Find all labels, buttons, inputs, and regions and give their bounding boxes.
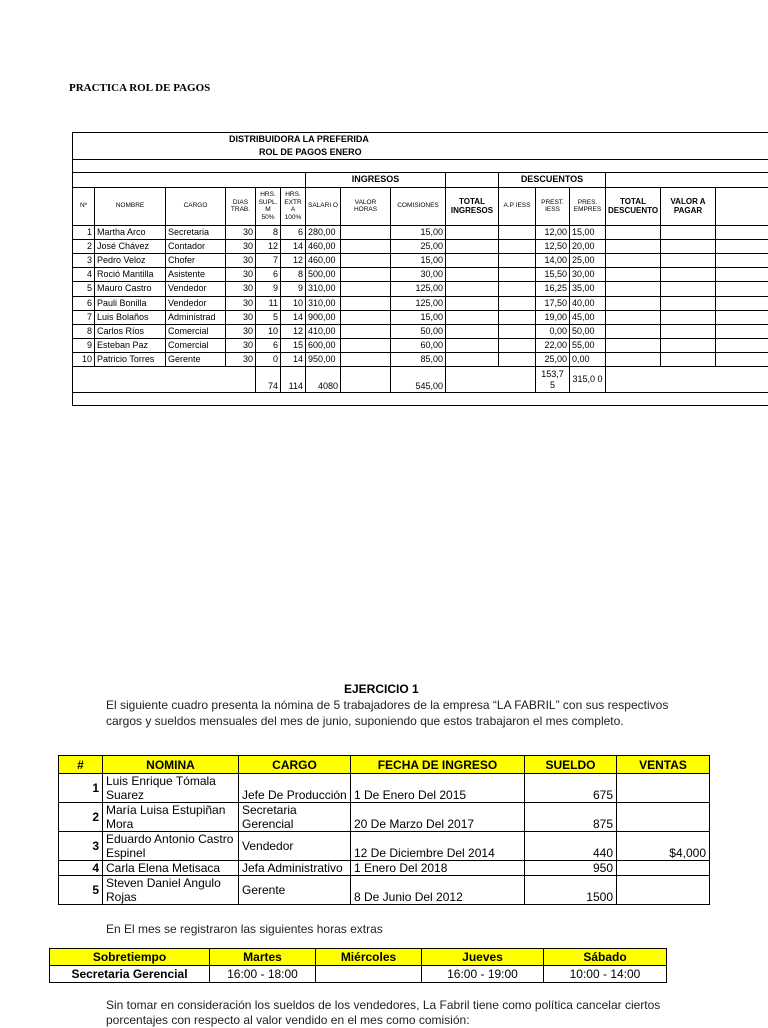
- payroll-row: [73, 339, 768, 353]
- row-spacer: [716, 282, 768, 296]
- row-salario: 460,00: [306, 239, 341, 253]
- overtime-jueves: 16:00 - 19:00: [422, 966, 544, 983]
- payroll-row: [73, 253, 768, 267]
- row-total-descuento: [606, 296, 661, 310]
- row-total-ingresos: [446, 296, 499, 310]
- row-valor-horas: [341, 225, 391, 239]
- row-ap-iess: [499, 296, 536, 310]
- emp-fecha: 1 Enero Del 2018: [351, 861, 525, 876]
- row-nombre: Martha Arco: [95, 225, 166, 239]
- row-comision: 125,00: [391, 282, 446, 296]
- row-comision: 30,00: [391, 268, 446, 282]
- payroll-row: [73, 268, 768, 282]
- emp-sueldo: 675: [525, 774, 617, 803]
- row-dias: 30: [226, 296, 256, 310]
- emp-sueldo: 440: [525, 832, 617, 861]
- row-hrs-extra: 10: [281, 296, 306, 310]
- row-valor-pagar: [661, 296, 716, 310]
- row-spacer: [716, 324, 768, 338]
- emp-nombre: María Luisa Estupiñan Mora: [103, 803, 239, 832]
- row-dias: 30: [226, 353, 256, 367]
- row-total-ingresos: [446, 239, 499, 253]
- row-hrs-supl: 0: [256, 353, 281, 367]
- emp-cargo: Jefa Administrativo: [239, 861, 351, 876]
- emp-header-sueldo: SUELDO: [525, 756, 617, 774]
- emp-ventas: [617, 803, 710, 832]
- commission-note: Sin tomar en consideración los sueldos de los vendedores, La Fabril tiene como política cancelar ciertos porcentajes con respecto al valor vendido en el mes como comisión:: [106, 998, 716, 1028]
- row-valor-horas: [341, 310, 391, 324]
- emp-fecha: 12 De Diciembre Del 2014: [351, 832, 525, 861]
- row-prest-iess: 12,50: [536, 239, 570, 253]
- row-valor-horas: [341, 324, 391, 338]
- row-total-descuento: [606, 239, 661, 253]
- row-valor-pagar: [661, 339, 716, 353]
- employee-table: [58, 755, 710, 905]
- row-num: 4: [73, 268, 95, 282]
- row-hrs-extra: 14: [281, 310, 306, 324]
- row-hrs-supl: 12: [256, 239, 281, 253]
- row-nombre: Pedro Veloz: [95, 253, 166, 267]
- col-header-cargo: CARGO: [166, 187, 226, 225]
- row-cargo: Chofer: [166, 253, 226, 267]
- row-valor-pagar: [661, 282, 716, 296]
- row-total-descuento: [606, 253, 661, 267]
- row-valor-horas: [341, 296, 391, 310]
- col-header-ap-iess: A.P IESS: [499, 187, 536, 225]
- row-pres-empres: 20,00: [570, 239, 606, 253]
- emp-num: 1: [59, 774, 103, 803]
- payroll-row: [73, 225, 768, 239]
- emp-num: 5: [59, 876, 103, 905]
- emp-header-cargo: CARGO: [239, 756, 351, 774]
- row-total-ingresos: [446, 353, 499, 367]
- emp-cargo: Jefe De Producción: [239, 774, 351, 803]
- row-cargo: Comercial: [166, 339, 226, 353]
- col-header-valor-horas: VALOR HORAS: [341, 187, 391, 225]
- payroll-row: [73, 324, 768, 338]
- row-valor-pagar: [661, 239, 716, 253]
- col-header-comisiones: COMISIONES: [391, 187, 446, 225]
- emp-nombre: Luis Enrique Tómala Suarez: [103, 774, 239, 803]
- row-salario: 500,00: [306, 268, 341, 282]
- spacer-cell: [606, 173, 768, 187]
- spacer-cell: [73, 367, 256, 393]
- row-comision: 15,00: [391, 253, 446, 267]
- emp-cargo: Secretaria Gerencial: [239, 803, 351, 832]
- spacer-cell: [73, 173, 306, 187]
- row-cargo: Secretaria: [166, 225, 226, 239]
- row-comision: 125,00: [391, 296, 446, 310]
- row-hrs-extra: 9: [281, 282, 306, 296]
- overtime-table: [49, 948, 667, 983]
- row-salario: 310,00: [306, 296, 341, 310]
- overtime-header-miercoles: Miércoles: [316, 949, 422, 966]
- row-total-descuento: [606, 324, 661, 338]
- emp-sueldo: 875: [525, 803, 617, 832]
- row-cargo: Gerente: [166, 353, 226, 367]
- emp-ventas: [617, 774, 710, 803]
- row-nombre: Carlos Ríos: [95, 324, 166, 338]
- row-ap-iess: [499, 353, 536, 367]
- payroll-subtitle: ROL DE PAGOS ENERO: [73, 146, 768, 160]
- row-nombre: Patricio Torres: [95, 353, 166, 367]
- emp-cargo: Gerente: [239, 876, 351, 905]
- overtime-intro: En El mes se registraron las siguientes horas extras: [106, 922, 383, 936]
- row-total-ingresos: [446, 310, 499, 324]
- row-nombre: Pauli Bonilla: [95, 296, 166, 310]
- row-num: 10: [73, 353, 95, 367]
- row-hrs-supl: 11: [256, 296, 281, 310]
- row-hrs-supl: 6: [256, 268, 281, 282]
- row-prest-iess: 12,00: [536, 225, 570, 239]
- row-num: 6: [73, 296, 95, 310]
- row-spacer: [716, 239, 768, 253]
- row-dias: 30: [226, 268, 256, 282]
- blank-row: [73, 393, 768, 406]
- row-prest-iess: 15,50: [536, 268, 570, 282]
- row-comision: 15,00: [391, 310, 446, 324]
- row-valor-pagar: [661, 324, 716, 338]
- emp-cargo: Vendedor: [239, 832, 351, 861]
- overtime-header-sabado: Sábado: [544, 949, 667, 966]
- row-salario: 280,00: [306, 225, 341, 239]
- row-nombre: José Chávez: [95, 239, 166, 253]
- row-pres-empres: 55,00: [570, 339, 606, 353]
- ingresos-group-header: INGRESOS: [306, 173, 446, 187]
- col-header-hrs-supl: HRS. SUPL. M 50%: [256, 187, 281, 225]
- row-ap-iess: [499, 339, 536, 353]
- emp-ventas: $4,000: [617, 832, 710, 861]
- row-total-ingresos: [446, 324, 499, 338]
- row-prest-iess: 22,00: [536, 339, 570, 353]
- total-prest-iess: 153,7 5: [536, 367, 570, 393]
- emp-fecha: 20 De Marzo Del 2017: [351, 803, 525, 832]
- row-ap-iess: [499, 253, 536, 267]
- emp-ventas: [617, 861, 710, 876]
- total-comisiones: 545,00: [391, 367, 446, 393]
- row-pres-empres: 25,00: [570, 253, 606, 267]
- row-total-ingresos: [446, 268, 499, 282]
- row-total-ingresos: [446, 225, 499, 239]
- row-total-descuento: [606, 225, 661, 239]
- row-valor-pagar: [661, 353, 716, 367]
- row-ap-iess: [499, 225, 536, 239]
- emp-nombre: Eduardo Antonio Castro Espinel: [103, 832, 239, 861]
- row-valor-horas: [341, 268, 391, 282]
- row-dias: 30: [226, 239, 256, 253]
- row-total-descuento: [606, 282, 661, 296]
- col-header-nombre: NOMBRE: [95, 187, 166, 225]
- row-spacer: [716, 310, 768, 324]
- row-hrs-supl: 8: [256, 225, 281, 239]
- row-pres-empres: 40,00: [570, 296, 606, 310]
- payroll-row: [73, 310, 768, 324]
- row-dias: 30: [226, 339, 256, 353]
- row-valor-horas: [341, 239, 391, 253]
- row-hrs-extra: 14: [281, 239, 306, 253]
- col-header-total-ingresos: TOTAL INGRESOS: [446, 187, 499, 225]
- col-header-dias: DIAS TRAB.: [226, 187, 256, 225]
- row-valor-pagar: [661, 310, 716, 324]
- row-comision: 25,00: [391, 239, 446, 253]
- row-salario: 410,00: [306, 324, 341, 338]
- total-hrs-extra: 114: [281, 367, 306, 393]
- emp-fecha: 1 De Enero Del 2015: [351, 774, 525, 803]
- total-pres-empres: 315,0 0: [570, 367, 606, 393]
- descuentos-group-header: DESCUENTOS: [499, 173, 606, 187]
- emp-num: 2: [59, 803, 103, 832]
- col-header-hrs-extra: HRS. EXTR A 100%: [281, 187, 306, 225]
- row-cargo: Vendedor: [166, 282, 226, 296]
- row-pres-empres: 30,00: [570, 268, 606, 282]
- emp-ventas: [617, 876, 710, 905]
- row-total-descuento: [606, 268, 661, 282]
- payroll-row: [73, 282, 768, 296]
- overtime-miercoles: [316, 966, 422, 983]
- row-prest-iess: 25,00: [536, 353, 570, 367]
- blank-row: [73, 160, 768, 173]
- row-spacer: [716, 296, 768, 310]
- row-salario: 900,00: [306, 310, 341, 324]
- row-total-descuento: [606, 339, 661, 353]
- spacer-cell: [446, 173, 499, 187]
- total-hrs-supl: 74: [256, 367, 281, 393]
- row-valor-pagar: [661, 268, 716, 282]
- row-salario: 600,00: [306, 339, 341, 353]
- row-pres-empres: 45,00: [570, 310, 606, 324]
- col-header-salario: SALARI O: [306, 187, 341, 225]
- row-spacer: [716, 268, 768, 282]
- spacer-cell: [606, 367, 768, 393]
- row-num: 8: [73, 324, 95, 338]
- row-total-descuento: [606, 353, 661, 367]
- overtime-header-martes: Martes: [210, 949, 316, 966]
- row-valor-horas: [341, 353, 391, 367]
- row-pres-empres: 15,00: [570, 225, 606, 239]
- row-valor-horas: [341, 253, 391, 267]
- exercise-title: EJERCICIO 1: [344, 682, 419, 696]
- col-header-total-descuento: TOTAL DESCUENTO: [606, 187, 661, 225]
- row-cargo: Asistente: [166, 268, 226, 282]
- row-ap-iess: [499, 324, 536, 338]
- row-dias: 30: [226, 225, 256, 239]
- row-num: 7: [73, 310, 95, 324]
- row-ap-iess: [499, 239, 536, 253]
- overtime-martes: 16:00 - 18:00: [210, 966, 316, 983]
- row-total-descuento: [606, 310, 661, 324]
- row-hrs-supl: 9: [256, 282, 281, 296]
- row-prest-iess: 14,00: [536, 253, 570, 267]
- row-spacer: [716, 353, 768, 367]
- document-title: PRACTICA ROL DE PAGOS: [69, 82, 210, 94]
- row-num: 2: [73, 239, 95, 253]
- row-pres-empres: 50,00: [570, 324, 606, 338]
- row-hrs-supl: 7: [256, 253, 281, 267]
- spacer-cell: [446, 367, 536, 393]
- payroll-row: [73, 353, 768, 367]
- overtime-header-sobretiempo: Sobretiempo: [50, 949, 210, 966]
- row-spacer: [716, 253, 768, 267]
- row-hrs-supl: 6: [256, 339, 281, 353]
- overtime-header-jueves: Jueves: [422, 949, 544, 966]
- row-cargo: Contador: [166, 239, 226, 253]
- emp-header-nomina: NOMINA: [103, 756, 239, 774]
- row-prest-iess: 17,50: [536, 296, 570, 310]
- spacer-cell: [716, 187, 768, 225]
- row-hrs-extra: 12: [281, 324, 306, 338]
- row-ap-iess: [499, 268, 536, 282]
- row-num: 1: [73, 225, 95, 239]
- row-ap-iess: [499, 310, 536, 324]
- emp-nombre: Carla Elena Metisaca: [103, 861, 239, 876]
- emp-sueldo: 1500: [525, 876, 617, 905]
- row-total-ingresos: [446, 339, 499, 353]
- row-hrs-supl: 10: [256, 324, 281, 338]
- row-salario: 460,00: [306, 253, 341, 267]
- row-hrs-supl: 5: [256, 310, 281, 324]
- row-comision: 60,00: [391, 339, 446, 353]
- emp-nombre: Steven Daniel Angulo Rojas: [103, 876, 239, 905]
- emp-header-num: #: [59, 756, 103, 774]
- row-total-ingresos: [446, 282, 499, 296]
- row-nombre: Luis Bolaños: [95, 310, 166, 324]
- row-cargo: Administrad: [166, 310, 226, 324]
- row-pres-empres: 35,00: [570, 282, 606, 296]
- payroll-table: [72, 132, 768, 406]
- overtime-role: Secretaria Gerencial: [50, 966, 210, 983]
- row-nombre: Roció Mantilla: [95, 268, 166, 282]
- col-header-prest-iess: PREST. IESS: [536, 187, 570, 225]
- row-valor-pagar: [661, 225, 716, 239]
- row-valor-pagar: [661, 253, 716, 267]
- overtime-sabado: 10:00 - 14:00: [544, 966, 667, 983]
- row-ap-iess: [499, 282, 536, 296]
- emp-header-fecha: FECHA DE INGRESO: [351, 756, 525, 774]
- row-cargo: Comercial: [166, 324, 226, 338]
- row-hrs-extra: 8: [281, 268, 306, 282]
- row-hrs-extra: 15: [281, 339, 306, 353]
- row-dias: 30: [226, 282, 256, 296]
- exercise-intro: El siguiente cuadro presenta la nómina de 5 trabajadores de la empresa “LA FABRIL” con sus respectivos cargos y sueldos mensuales del mes de junio, suponiendo que estos trabajaron el mes completo.: [106, 697, 706, 729]
- emp-header-ventas: VENTAS: [617, 756, 710, 774]
- row-prest-iess: 19,00: [536, 310, 570, 324]
- row-valor-horas: [341, 282, 391, 296]
- row-spacer: [716, 339, 768, 353]
- col-header-n: Nº: [73, 187, 95, 225]
- row-dias: 30: [226, 310, 256, 324]
- company-name: DISTRIBUIDORA LA PREFERIDA: [73, 133, 768, 147]
- row-comision: 15,00: [391, 225, 446, 239]
- total-salario: 4080: [306, 367, 341, 393]
- row-hrs-extra: 12: [281, 253, 306, 267]
- row-pres-empres: 0,00: [570, 353, 606, 367]
- spacer-cell: [341, 367, 391, 393]
- emp-num: 4: [59, 861, 103, 876]
- row-comision: 85,00: [391, 353, 446, 367]
- row-comision: 50,00: [391, 324, 446, 338]
- row-prest-iess: 16,25: [536, 282, 570, 296]
- emp-num: 3: [59, 832, 103, 861]
- row-dias: 30: [226, 253, 256, 267]
- row-num: 9: [73, 339, 95, 353]
- row-salario: 310,00: [306, 282, 341, 296]
- row-hrs-extra: 6: [281, 225, 306, 239]
- row-dias: 30: [226, 324, 256, 338]
- payroll-row: [73, 296, 768, 310]
- row-num: 3: [73, 253, 95, 267]
- row-salario: 950,00: [306, 353, 341, 367]
- row-cargo: Vendedor: [166, 296, 226, 310]
- row-prest-iess: 0,00: [536, 324, 570, 338]
- col-header-valor-pagar: VALOR A PAGAR: [661, 187, 716, 225]
- row-hrs-extra: 14: [281, 353, 306, 367]
- row-valor-horas: [341, 339, 391, 353]
- row-total-ingresos: [446, 253, 499, 267]
- row-nombre: Mauro Castro: [95, 282, 166, 296]
- col-header-pres-empres: PRES. EMPRES: [570, 187, 606, 225]
- row-spacer: [716, 225, 768, 239]
- payroll-row: [73, 239, 768, 253]
- emp-sueldo: 950: [525, 861, 617, 876]
- row-nombre: Esteban Paz: [95, 339, 166, 353]
- row-num: 5: [73, 282, 95, 296]
- emp-fecha: 8 De Junio Del 2012: [351, 876, 525, 905]
